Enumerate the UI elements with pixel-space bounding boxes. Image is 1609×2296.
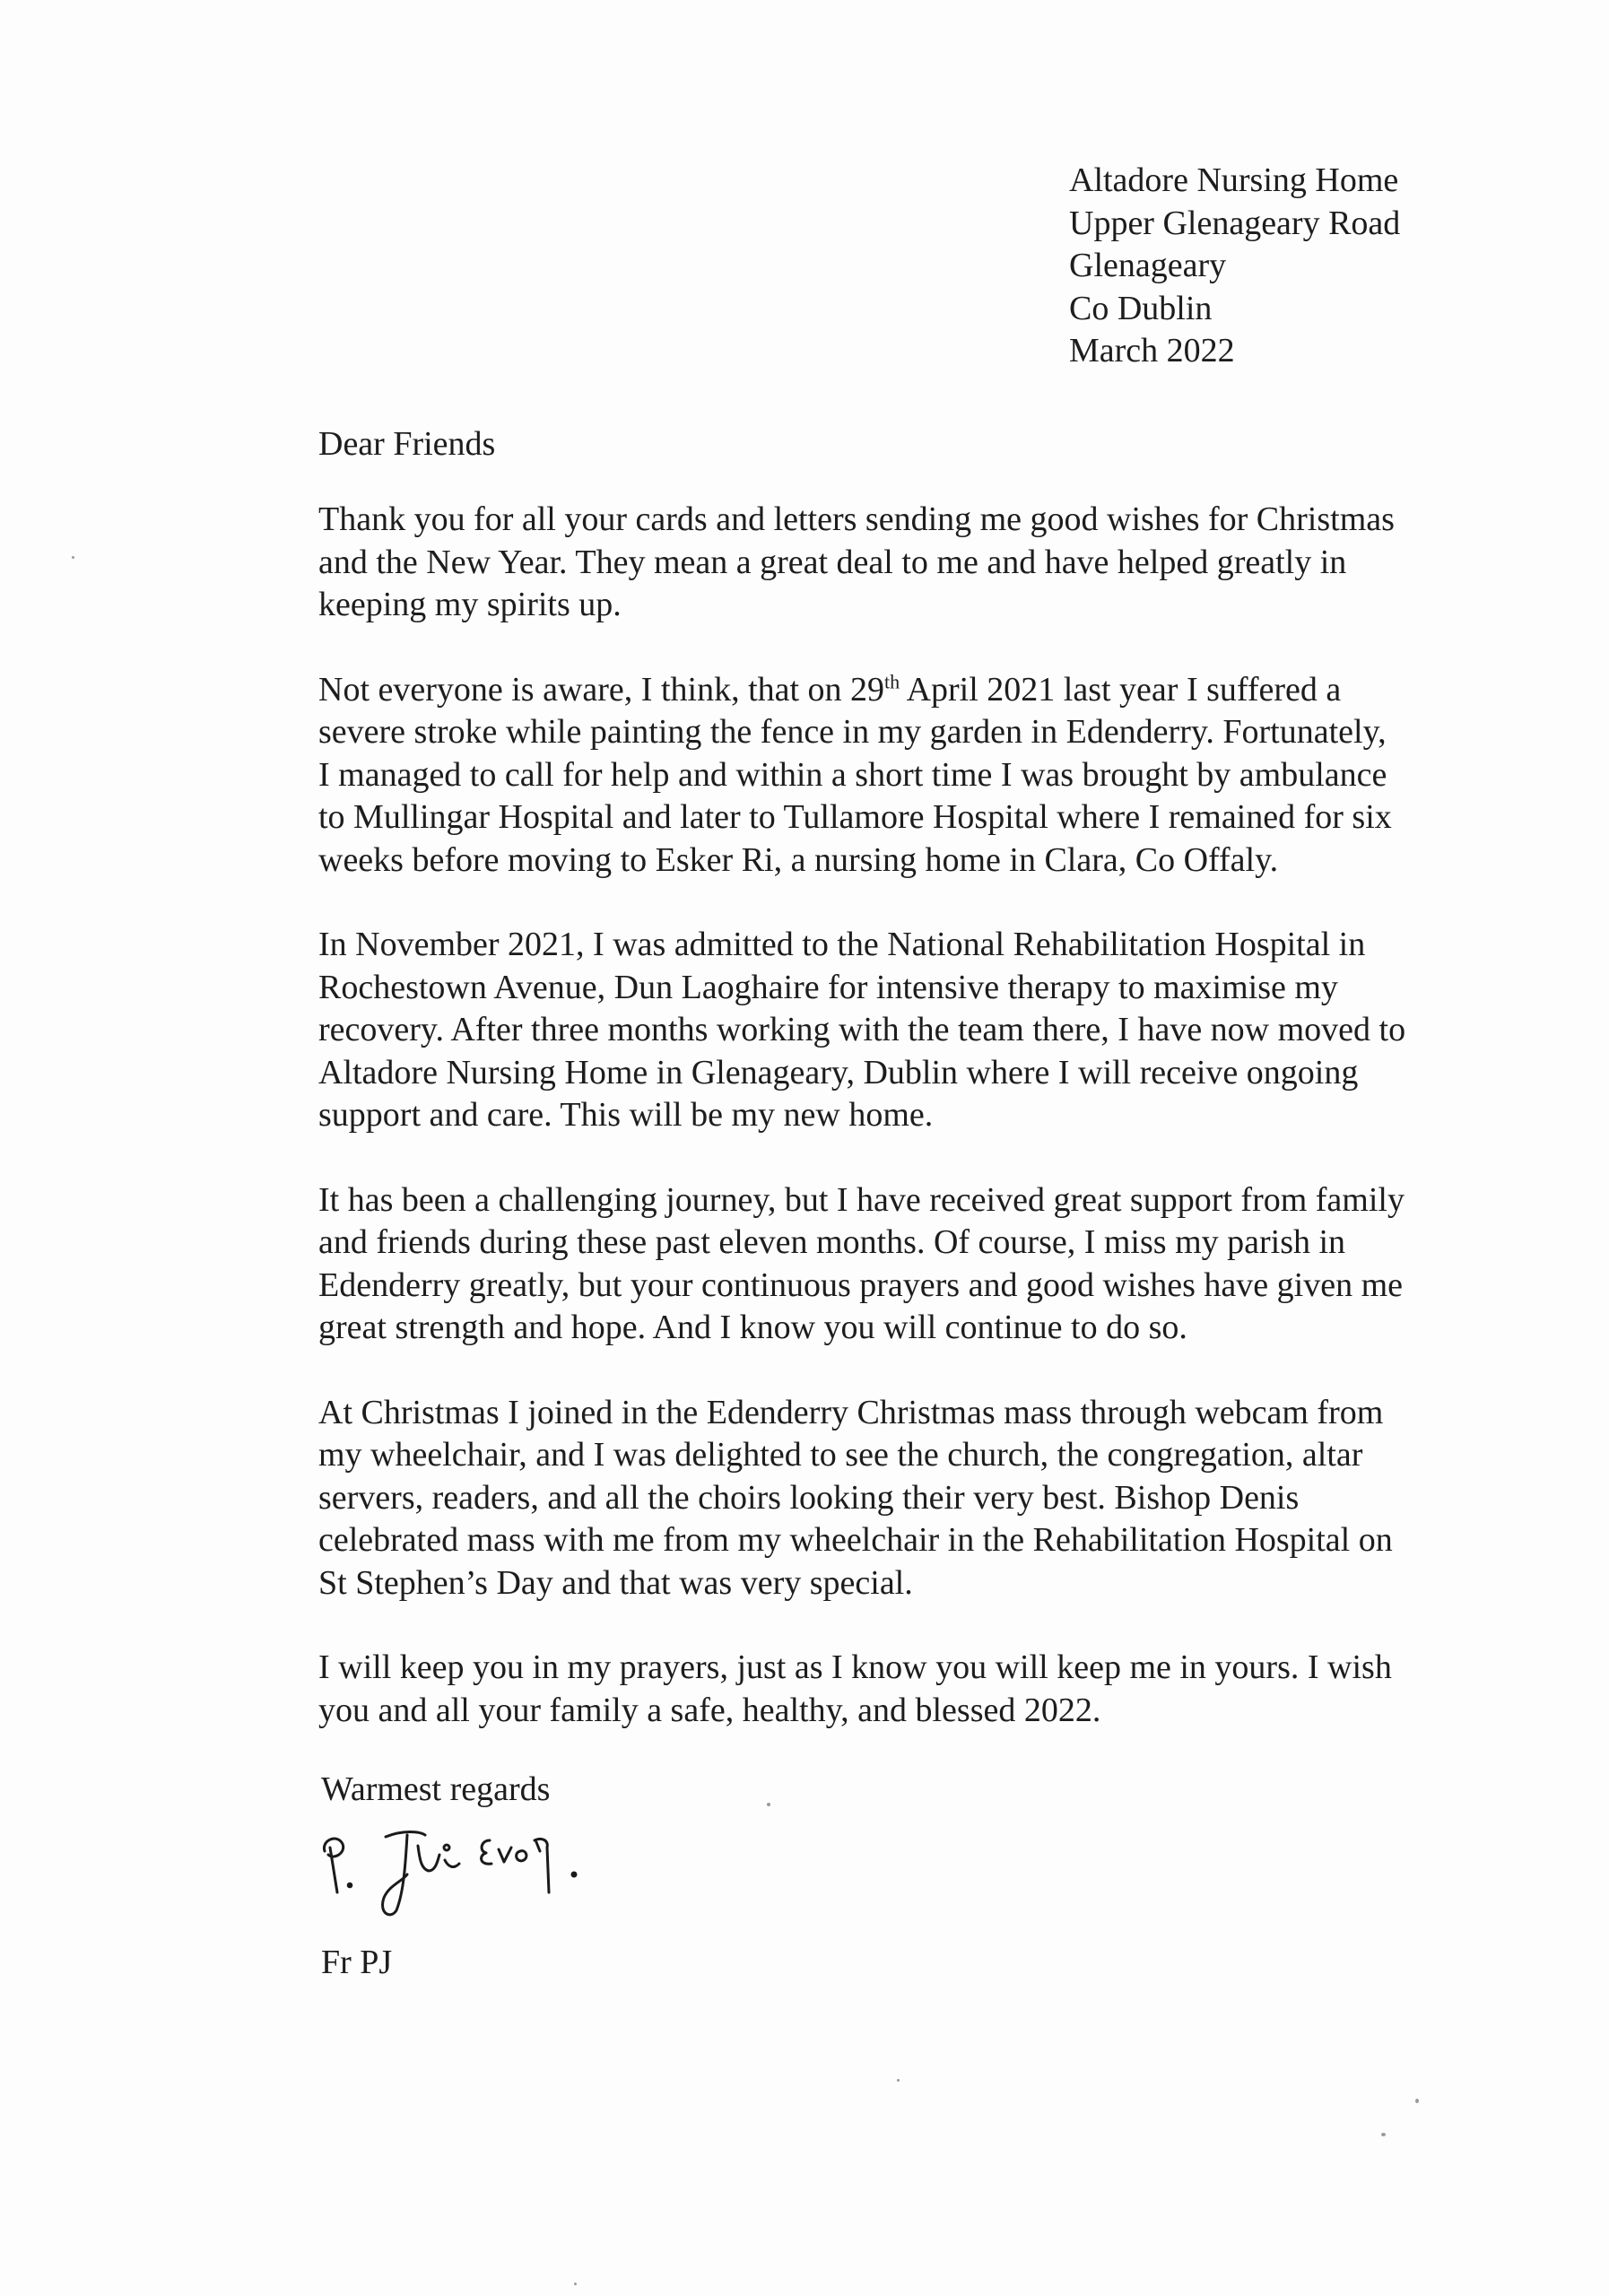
closing: Warmest regards [321,1770,551,1808]
paragraph-journey [318,1179,1502,1350]
body-line: recovery. After three months working with the team there, I have now moved to [318,1011,1406,1048]
body-line: It has been a challenging journey, but I have received great support from family [318,1180,1405,1219]
body-line: In November 2021, I was admitted to the National Rehabilitation Hospital in [318,926,1366,963]
scan-speck [767,1803,770,1806]
body-line: weeks before moving to Esker Ri, a nursing home in Clara, Co Offaly. [318,840,1279,879]
body-line: At Christmas I joined in the Edenderry Christmas mass through webcam from [318,1393,1384,1431]
body-line: Rochestown Avenue, Dun Laoghaire for intensive therapy to maximise my [318,968,1338,1006]
signoff-name: Fr PJ [321,1944,393,1981]
paragraph-wishes [318,1647,1502,1732]
letter-date: March 2022 [1069,332,1235,370]
body-line: you and all your family a safe, healthy, and blessed 2022. [318,1691,1101,1729]
paragraph-stroke [318,669,1502,883]
body-line: Thank you for all your cards and letters sending me good wishes for Christmas [318,500,1395,538]
body-line: Edenderry greatly, but your continuous prayers and good wishes have given me [318,1265,1403,1304]
scan-speck [897,2079,900,2082]
address-line: Co Dublin [1069,289,1213,327]
body-line: celebrated mass with me from my wheelchair in the Rehabilitation Hospital on [318,1521,1393,1559]
paragraph-rehabilitation [318,924,1502,1137]
body-line: my wheelchair, and I was delighted to see the church, the congregation, altar [318,1436,1363,1474]
paragraph-christmas [318,1392,1502,1605]
handwritten-signature [314,1821,610,1928]
body-line: Not everyone is aware, I think, that on 29th April 2021 last year I suffered a [318,669,1342,709]
body-line: and friends during these past eleven months. Of course, I miss my parish in [318,1223,1346,1261]
body-line: and the New Year. They mean a great deal to me and have helped greatly in [318,543,1347,581]
sender-address [1069,160,1400,373]
address-line: Glenageary [1069,247,1227,284]
scan-speck [1415,2099,1419,2103]
body-line: support and care. This will be my new home. [318,1096,934,1134]
paragraph-thanks [318,499,1502,627]
body-line: severe stroke while painting the fence in my garden in Edenderry. Fortunately, [318,713,1387,751]
scan-speck [72,556,74,559]
body-line: St Stephen’s Day and that was very special. [318,1563,913,1602]
body-line: Altadore Nursing Home in Glenageary, Dublin where I will receive ongoing [318,1053,1359,1091]
scan-speck [1381,2133,1386,2136]
body-line: I managed to call for help and within a short time I was brought by ambulance [318,755,1387,794]
address-line: Upper Glenageary Road [1069,204,1401,242]
body-line: keeping my spirits up. [318,586,622,623]
body-line: to Mullingar Hospital and later to Tullamore Hospital where I remained for six [318,798,1392,836]
scan-speck [574,2283,577,2285]
body-line: great strength and hope. And I know you will continue to do so. [318,1309,1187,1346]
salutation: Dear Friends [318,425,496,463]
letter-body [318,499,1502,1774]
body-line: I will keep you in my prayers, just as I know you will keep me in yours. I wish [318,1648,1392,1686]
address-line: Altadore Nursing Home [1069,161,1399,199]
body-line: servers, readers, and all the choirs looking their very best. Bishop Denis [318,1478,1300,1517]
